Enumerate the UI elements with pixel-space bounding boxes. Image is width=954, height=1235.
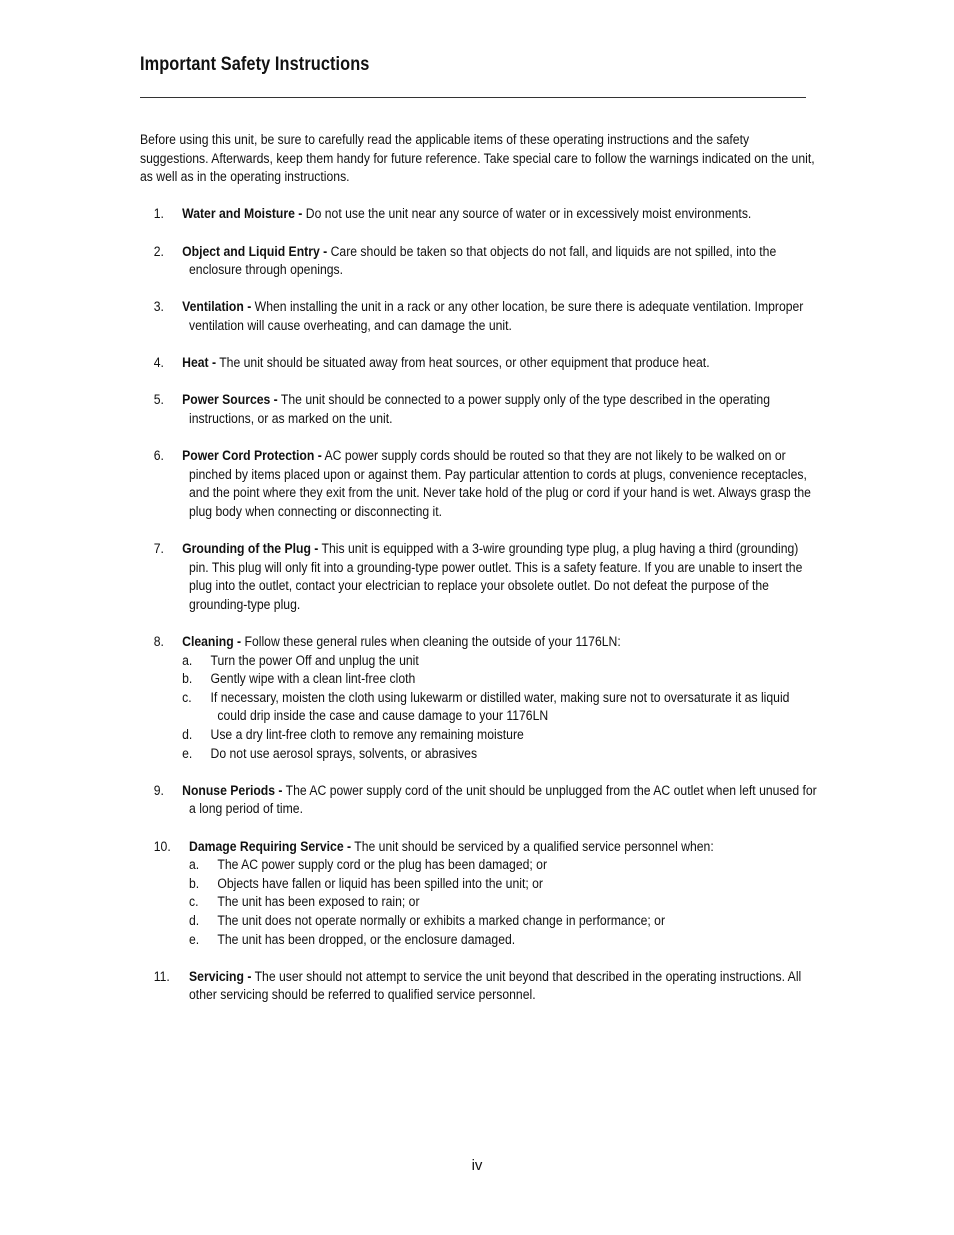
list-item-text: The user should not attempt to service the unit beyond that described in the operating instructions. All other servicing should be referred to qualified service personnel. (189, 968, 802, 1004)
document-body (140, 131, 820, 1024)
page-number: iv (471, 1157, 483, 1174)
list-item-body (189, 838, 819, 950)
list-item-number: 9. (153, 782, 164, 799)
list-item-term: Grounding of the Plug - (182, 541, 319, 558)
list-item (140, 782, 819, 819)
list-item (140, 447, 819, 521)
list-item-body (182, 782, 819, 819)
sub-list-item (182, 689, 819, 726)
list-item-text: When installing the unit in a rack or any other location, be sure there is adequate ventilation. Improper ventilation will cause overheating, and can damage the unit. (189, 299, 804, 334)
sub-list-item (182, 912, 819, 931)
sub-list-letter: a. (182, 652, 193, 669)
list-item-body (182, 243, 819, 280)
list-item-number: 10. (153, 838, 171, 855)
list-item (140, 243, 819, 280)
safety-instructions-list (140, 205, 819, 1005)
list-item-number: 5. (153, 392, 164, 409)
sub-list-letter: b. (189, 875, 200, 892)
text-column (140, 131, 819, 1005)
intro-paragraph: Before using this unit, be sure to carefully read the applicable items of these operating instructions and the safety suggestions. Afterwards, keep them handy for future reference. Take special care to follow the warnings indicated on the unit, as well as in the operating instructions. (140, 132, 815, 186)
list-item-body (189, 968, 819, 1005)
list-item-number: 8. (153, 634, 164, 651)
list-item-term: Cleaning - (182, 634, 242, 651)
list-item-text: Do not use the unit near any source of water or in excessively moist environments. (302, 206, 752, 223)
list-item-body (182, 354, 819, 373)
sub-list-text: The AC power supply cord or the plug has been damaged; or (217, 857, 548, 874)
list-item-body (182, 298, 819, 335)
sub-list (189, 856, 819, 949)
sub-list-letter: a. (189, 857, 200, 874)
list-item-number: 6. (153, 448, 164, 465)
list-item (140, 838, 819, 950)
list-item-term: Power Sources - (182, 392, 278, 409)
list-item (140, 968, 819, 1005)
list-item (140, 354, 819, 373)
sub-list-text: The unit has been exposed to rain; or (217, 894, 420, 911)
list-item-term: Heat - (182, 355, 217, 372)
list-item-text: The unit should be connected to a power supply only of the type described in the operating instructions, or as marked on the unit. (189, 392, 770, 427)
sub-list-item (182, 745, 819, 764)
sub-list-item (182, 726, 819, 745)
sub-list-letter: e. (189, 931, 200, 948)
list-item-number: 4. (153, 355, 164, 372)
sub-list-text: If necessary, moisten the cloth using lukewarm or distilled water, making sure not to oversaturate it as liquid could drip inside the case and cause damage to your 1176LN (210, 689, 790, 725)
sub-list-item (182, 931, 819, 950)
sub-list-letter: b. (182, 671, 193, 688)
sub-list-text: The unit has been dropped, or the enclosure damaged. (217, 931, 516, 948)
list-item-text: AC power supply cords should be routed so that they are not likely to be walked on or pinched by items placed upon or against them. Pay particular attention to cords at plugs, convenience receptacles, and the point where they exit from the unit. Never take hold of the plug or cord if your hand is wet. Always grasp the plug body when connecting or disconnecting it. (189, 448, 811, 520)
sub-list-letter: d. (189, 912, 200, 929)
sub-list-text: Use a dry lint-free cloth to remove any remaining moisture (210, 727, 524, 743)
sub-list-text: Turn the power Off and unplug the unit (210, 652, 419, 669)
sub-list-letter: e. (182, 745, 193, 762)
list-item-text: Follow these general rules when cleaning the outside of your 1176LN: (241, 634, 621, 651)
list-item-body (182, 447, 819, 521)
list-item-term: Nonuse Periods - (182, 782, 283, 799)
list-item-body (182, 391, 819, 428)
list-item-term: Servicing - (189, 968, 252, 985)
list-item-body (182, 205, 819, 224)
sub-list-item (182, 893, 819, 912)
list-item-number: 11. (153, 968, 170, 985)
sub-list-item (182, 670, 819, 689)
list-item (140, 205, 819, 224)
list-item-text: The AC power supply cord of the unit should be unplugged from the AC outlet when left unused for a long period of time. (189, 782, 817, 818)
sub-list-text: The unit does not operate normally or exhibits a marked change in performance; or (217, 912, 666, 929)
list-item-text: The unit should be serviced by a qualified service personnel when: (351, 838, 714, 855)
page-title: Important Safety Instructions (140, 54, 370, 75)
list-item (140, 298, 819, 335)
list-item (140, 633, 819, 763)
title-underline (140, 97, 806, 98)
sub-list-item (182, 652, 819, 671)
sub-list-letter: c. (189, 894, 199, 911)
list-item-number: 7. (153, 541, 164, 558)
list-item-body (182, 633, 819, 763)
list-item-number: 2. (153, 243, 164, 260)
sub-list-text: Do not use aerosol sprays, solvents, or abrasives (210, 745, 478, 762)
sub-list (182, 652, 819, 764)
list-item-number: 1. (153, 206, 164, 223)
sub-list-item (182, 875, 819, 894)
list-item-term: Damage Requiring Service - (189, 838, 352, 855)
sub-list-letter: c. (182, 689, 192, 706)
sub-list-letter: d. (182, 727, 193, 743)
list-item-term: Water and Moisture - (182, 206, 303, 223)
list-item (140, 391, 819, 428)
sub-list-text: Objects have fallen or liquid has been spilled into the unit; or (217, 875, 543, 892)
list-item-term: Power Cord Protection - (182, 448, 322, 465)
list-item-term: Object and Liquid Entry - (182, 243, 328, 260)
list-item-text: The unit should be situated away from heat sources, or other equipment that produce heat. (216, 355, 710, 372)
list-item-body (182, 540, 819, 614)
sub-list-item (182, 856, 819, 875)
list-item-number: 3. (153, 299, 164, 316)
sub-list-text: Gently wipe with a clean lint-free cloth (210, 671, 416, 688)
list-item-text: This unit is equipped with a 3-wire grounding type plug, a plug having a third (grounding) pin. This plug will only fit into a grounding-type power outlet. This is a safety feature. If you are unable to insert the plug into the outlet, contact your electrician to replace your obsolete outlet. Do not defeat the purpose of the grounding-type plug. (189, 541, 803, 613)
list-item-term: Ventilation - (182, 299, 252, 316)
list-item-text: Care should be taken so that objects do not fall, and liquids are not spilled, into the enclosure through openings. (189, 243, 777, 279)
list-item (140, 540, 819, 614)
